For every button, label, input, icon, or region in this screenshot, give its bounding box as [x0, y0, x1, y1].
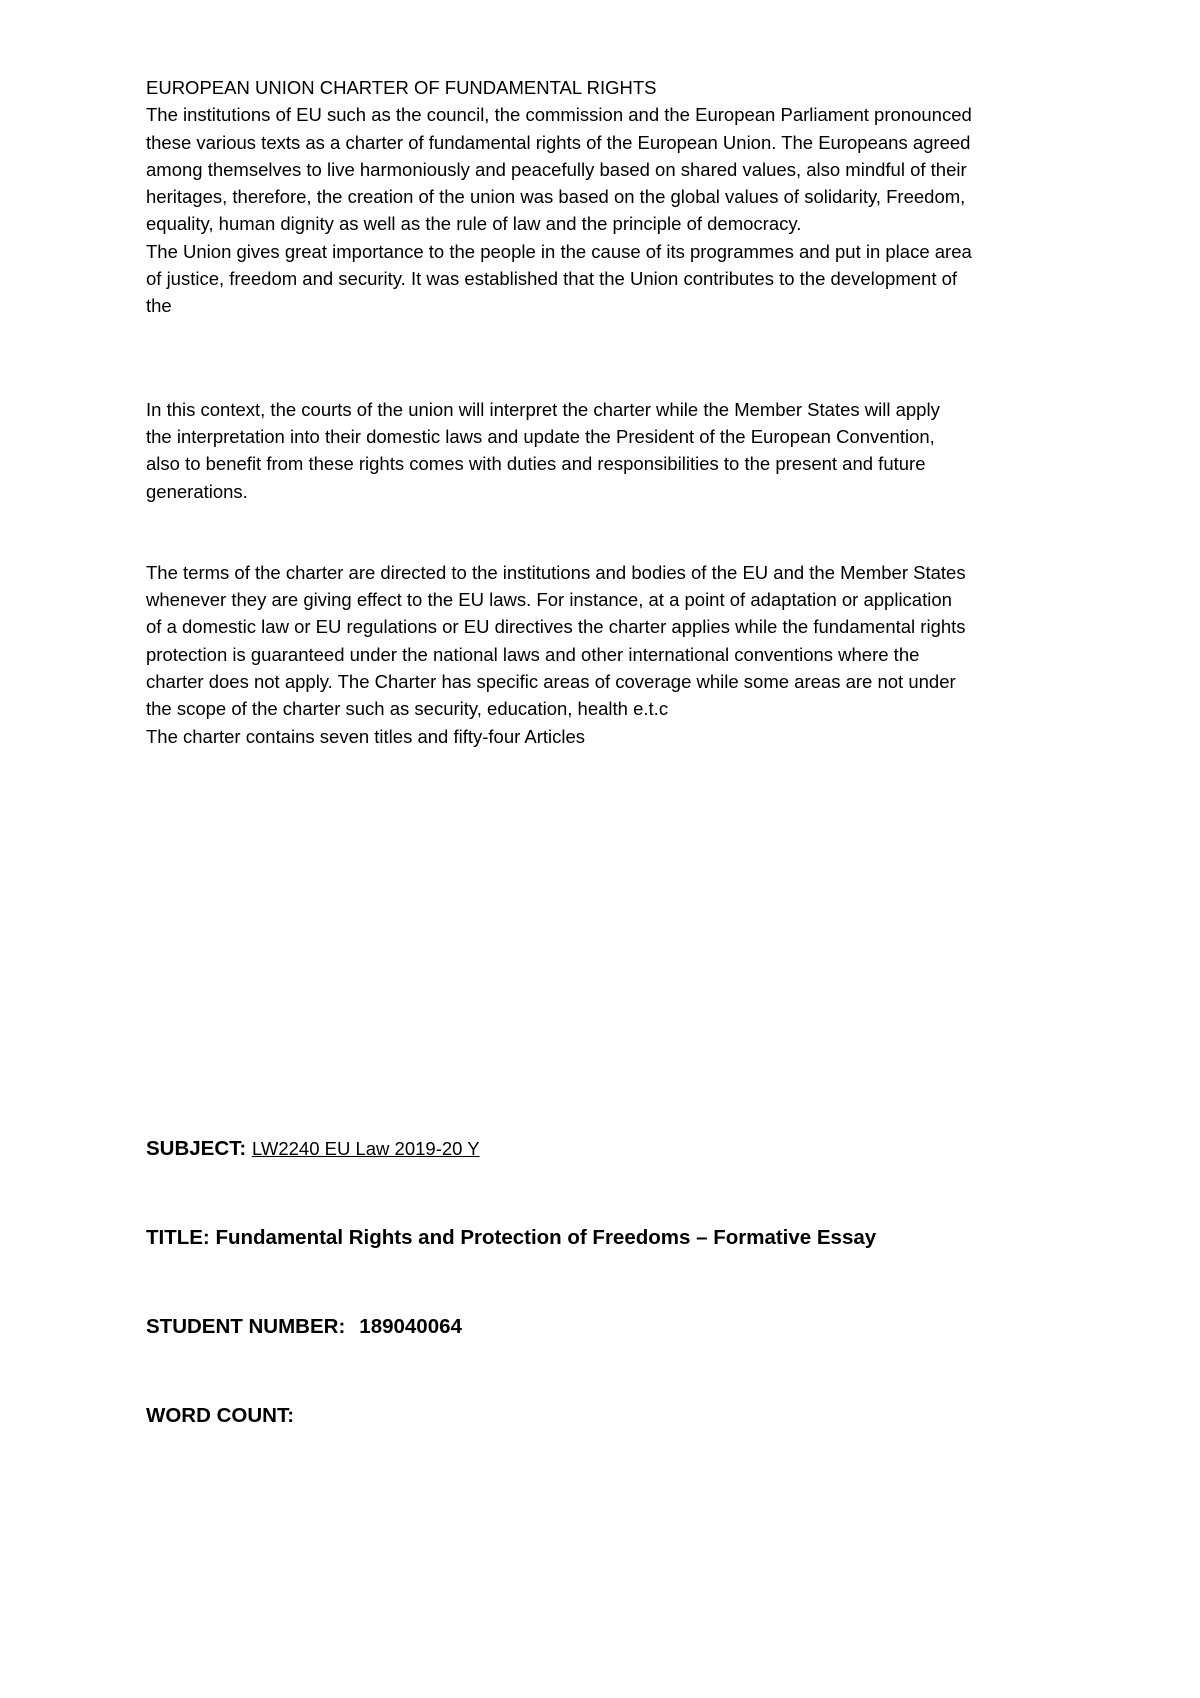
paragraph-line: protection is guaranteed under the national laws and other international conventions where the — [146, 643, 920, 665]
paragraph-line: The charter contains seven titles and fifty-four Articles — [146, 725, 586, 747]
subject-row — [146, 1137, 480, 1161]
intro-line: The institutions of EU such as the council, the commission and the European Parliament pronounced — [146, 104, 972, 126]
paragraph-line: the scope of the charter such as security, education, health e.t.c — [146, 698, 669, 720]
paragraph-line: generations. — [146, 480, 248, 502]
intro-line: The Union gives great importance to the people in the cause of its programmes and put in place area — [146, 240, 972, 262]
paragraph-courts — [146, 396, 1076, 505]
student-number-value: 189040064 — [359, 1315, 462, 1338]
blank-gap — [146, 320, 1076, 396]
essay-title: TITLE: Fundamental Rights and Protection of Freedoms – Formative Essay — [146, 1226, 877, 1249]
subject-link[interactable]: LW2240 EU Law 2019-20 Y — [251, 1138, 480, 1159]
essay-body — [146, 74, 1076, 750]
intro-line: of justice, freedom and security. It was established that the Union contributes to the development of — [146, 268, 958, 290]
intro-line: equality, human dignity as well as the rule of law and the principle of democracy. — [146, 213, 802, 235]
student-number-row — [146, 1315, 462, 1339]
intro-line: these various texts as a charter of fundamental rights of the European Union. The Europeans agreed — [146, 131, 971, 153]
document-heading: EUROPEAN UNION CHARTER OF FUNDAMENTAL RIGHTS — [146, 77, 657, 98]
paragraph-line: whenever they are giving effect to the EU laws. For instance, at a point of adaptation or application — [146, 589, 952, 611]
intro-section — [146, 74, 1076, 320]
paragraph-line: the interpretation into their domestic laws and update the President of the European Convention, — [146, 425, 935, 447]
paragraph-line: The terms of the charter are directed to the institutions and bodies of the EU and the Member States — [146, 561, 966, 583]
subject-label: SUBJECT: — [146, 1137, 247, 1160]
paragraph-line: charter does not apply. The Charter has specific areas of coverage while some areas are not under — [146, 671, 956, 693]
student-number-label: STUDENT NUMBER: — [146, 1315, 346, 1338]
intro-line: the — [146, 295, 172, 317]
intro-line: among themselves to live harmoniously and peacefully based on shared values, also mindful of their — [146, 158, 967, 180]
paragraph-line: also to benefit from these rights comes with duties and responsibilities to the present and future — [146, 453, 926, 475]
blank-gap — [146, 505, 1076, 559]
intro-line: heritages, therefore, the creation of the union was based on the global values of solidarity, Freedom, — [146, 186, 966, 208]
paragraph-line: of a domestic law or EU regulations or EU directives the charter applies while the fundamental rights — [146, 616, 966, 638]
paragraph-line: In this context, the courts of the union will interpret the charter while the Member States will apply — [146, 398, 940, 420]
paragraph-terms — [146, 559, 1076, 750]
word-count-label: WORD COUNT: — [146, 1404, 295, 1427]
